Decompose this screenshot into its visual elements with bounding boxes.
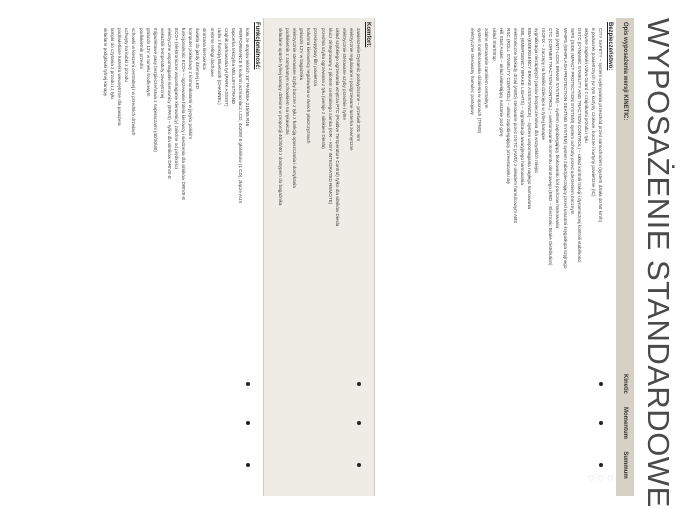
list-item: składane oparcie tylnej kanapy dzielone w proporcji 40/20/40 z dostępem do bagażnika <box>277 28 283 206</box>
page-title: WYPOSAŻENIE STANDARDOWE <box>641 18 676 508</box>
availability-dot-momentum <box>246 421 250 425</box>
section-title: Funkcjonalność: <box>254 22 260 70</box>
availability-dot-kinetic <box>246 382 250 386</box>
availability-dot-kinetic <box>599 382 603 386</box>
list-item: gniazdo 12V w tunelu środkowym <box>145 28 151 97</box>
list-item: CITY SAFETY – system wykrywania przeszkód przed samochodem (system działa do 50 km/h) <box>598 28 603 223</box>
list-item: skórzana kierownica <box>202 28 208 70</box>
list-item: EBL (EMERGENCY BRAKE LIGHTS) – sygnalizacja awaryjnego hamowania <box>519 28 525 185</box>
list-item: radio z funkcją Bluetooth (CHANNEL) <box>216 28 222 105</box>
section-title: Komfort: <box>365 22 371 48</box>
list-item: zdalne sterowanie zamkiem centralnym <box>484 28 490 109</box>
list-item: SIPS (SIDE IMPACT PROTECTION SYSTEM) system ochrony przed uderzeniem bocznym <box>569 28 575 215</box>
list-item: aktywne zagłówki Volvo Guard z czujnikami przodu i tyłu <box>583 28 589 143</box>
list-item: system monitorowania ciśnienia w oponach (TPMS) <box>477 28 483 134</box>
list-item: elektrycznie sterowane szyby przednie i tylne <box>341 28 347 120</box>
list-item: podłokietnik z zamykanym schowkiem na rękawiczki <box>285 28 291 135</box>
list-item: komputer pokładowy z komunikatami w języku polskim <box>188 28 194 140</box>
list-item: przeciwpyłowy filtr powietrza <box>313 28 319 86</box>
availability-dot-summum <box>357 463 361 467</box>
list-item: trójpunktowe pasy bezpieczeństwa z napinaczami (40/20/40) <box>152 28 158 152</box>
availability-dot-momentum <box>357 421 361 425</box>
section-functionality <box>0 18 263 496</box>
trim-header-summum: Summum <box>622 451 628 479</box>
list-item: podłokietnik przedni <box>138 28 144 69</box>
list-item: gniazdo 12V w bagażniku <box>299 28 305 81</box>
list-item: elektrycznie regulowane i podgrzewane lusterka zewnętrzne <box>348 28 354 151</box>
list-item: tapicerka tekstylna MELLBYSTRAND <box>230 28 236 105</box>
list-item: RSC (ROLL STABILITY CONTROL) – układ zapobiegający przewracaniu się <box>505 28 511 184</box>
list-item: wskaźnik temperatury zewnętrznej <box>159 28 165 99</box>
list-item: składane podgłówki tylnej kanapy <box>103 28 109 97</box>
list-item: klucz zintegrowany z pilotem centralnego zamka (KIR – KEY INTEGRATED REMOTE) <box>327 28 333 205</box>
list-item: CTC (CORNER TRACTION CONTROL) – wektorowanie momentu obrotowego (EBD – Electronic Brake Distribution) <box>548 28 554 266</box>
list-item: ISOFIX – zaczepy na foteliki dziecięce w tylnej kanapie <box>541 28 547 141</box>
list-item: koła ze stopów lekkich 18" PANDEA 215/65 R16 <box>245 28 250 127</box>
list-item: WHIPS (WHIPLASH PROTECTION SEATING SYSTEM) system zabezpieczający przed urazami kręgosłupa szyjnego <box>562 28 568 269</box>
list-item: czujnik parkowania tył (PARK ASSIST) <box>223 28 229 107</box>
list-item: uchwyty na kubki z przodu <box>124 28 130 82</box>
availability-dot-momentum <box>599 421 603 425</box>
section-safety <box>374 18 616 496</box>
list-item: Hill Start Assist – układ ułatwiający ruszanie pod górę <box>498 28 504 137</box>
list-item: elektrycznie sterowany hamulec postojowy <box>470 28 476 115</box>
description-column-header: Opis wyposażenia wersji KINETIC: <box>622 22 628 121</box>
list-item: układ szybkiego ogrzewania wnętrza PTC (Positive Temperature Control) tylko dla silników Diesla <box>334 28 340 227</box>
list-item: podświetlane lusterko wewnętrzne dla pasażera <box>117 28 123 126</box>
list-item: schowki w kieszeni centralnej i w przednich drzwiach <box>131 28 137 136</box>
list-item: ABS (ANTI-LOCK BRAKE SYSTEM) – system zapobiegający blokowaniu kół podczas hamowania <box>555 28 561 228</box>
list-item: elektryczne wspomaganie kierownicy (EPAS) – tylko dla silników DRIVE-E <box>166 28 172 180</box>
section-comfort <box>263 18 374 496</box>
list-item: lampki do czytania z przodu i z tyłu <box>110 28 116 99</box>
list-item: kolumna kierownicy regulowana w dwóch płaszczyznach <box>306 28 312 144</box>
item-list <box>469 28 604 362</box>
availability-dot-summum <box>599 463 603 467</box>
list-item: funkcjonalność ECO+ – ogrzewanie fotela kierowcy i siedzenia dla silników DRIVE-E <box>181 28 187 201</box>
availability-dot-kinetic <box>357 382 361 386</box>
list-item: ECO+ (elektroniczne wspomaganie kierownicy) zależne od prędkości <box>174 28 180 169</box>
list-item: elektrycznie sterowane szyby boczne z tyłu z funkcją opuszczania i domykania <box>292 28 298 188</box>
list-item: zawieszenie Dynamic podwyższone – prześwit 201 mm <box>356 28 361 142</box>
list-item: PERFORMANCE 8 kolumn wzmacniacz LCD, 4x20W 8 głośników (1 CD), złącze AUX <box>237 28 243 204</box>
trim-header-kinetic: Kinetic <box>622 373 628 394</box>
equipment-table <box>0 18 634 496</box>
item-list <box>277 28 362 362</box>
section-title: Bezpieczeństwo: <box>607 22 613 71</box>
table-header <box>616 18 634 496</box>
list-item: sygnalizacja niezapiętych pasów bezpieczeństwa dla wszystkich miejsc <box>534 28 540 174</box>
list-item: EBA (EMERGENCY BRAKE ASSISTANCE) – system wspomagania nagłego hamowania <box>527 28 533 210</box>
availability-dot-summum <box>246 463 250 467</box>
list-item: układ Start/Stop <box>491 28 497 61</box>
list-item: elektroniczne blokady drzwi (AWD) sterowane przez DSTC (AWD) z układem hamulcowym ABS <box>512 28 518 224</box>
watermark-logo: ◌ ◌ ◌ <box>588 472 614 484</box>
trim-header-momentum: Momentum <box>622 407 628 439</box>
item-list <box>102 28 251 362</box>
list-item: srebrne relingi dachowe <box>209 28 215 77</box>
list-item: DSTC (DYNAMIC STABILITY AND TRACTION CONTROL) – układ kontroli trakcji i dynamicznej kontroli stabilności <box>576 28 582 263</box>
list-item: 6 poduszek powietrznych (w tym kurtyny czołowe, boczne i kurtyny powietrzne (IC) <box>590 28 596 197</box>
list-item: światła do jazdy dziennej LED <box>195 28 201 90</box>
list-item: przednia szyba ogrzewana z tyłu (wersje z silnikiem Diesla) <box>320 28 326 149</box>
